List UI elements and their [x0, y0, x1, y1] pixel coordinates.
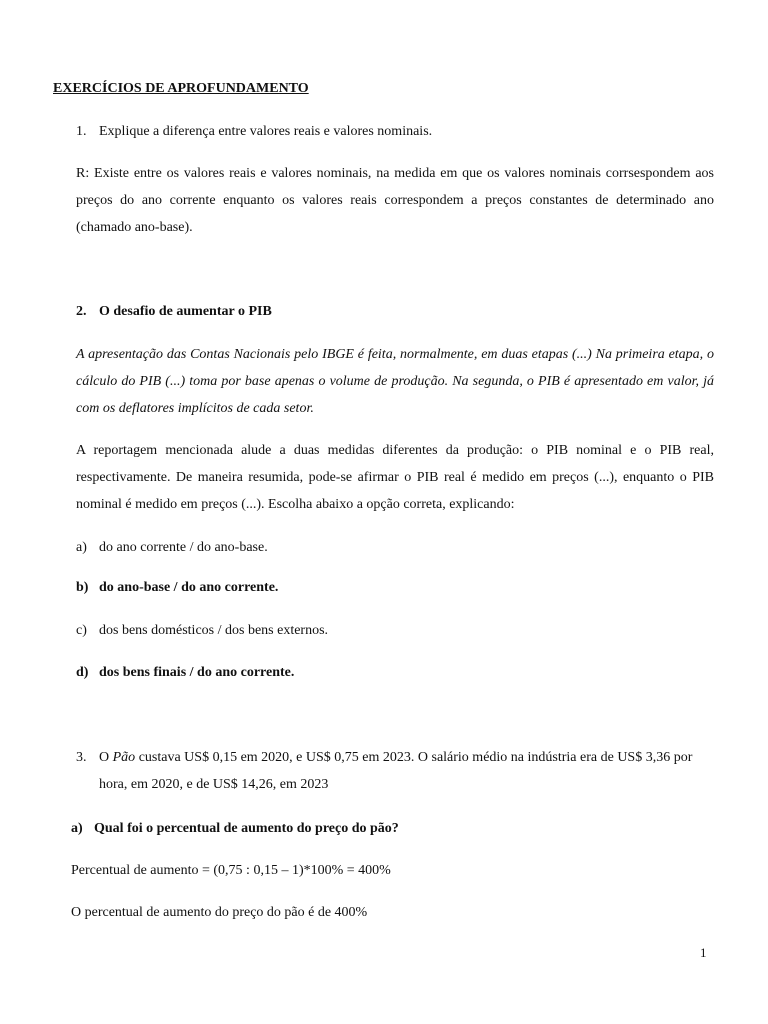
option-d-letter: d) — [76, 665, 89, 680]
question-3-text-italic: Pão — [112, 750, 136, 765]
calculation-line: Percentual de aumento = (0,75 : 0,15 – 1)*100% = 400% — [71, 863, 391, 878]
option-a-text: do ano corrente / do ano-base. — [99, 540, 268, 555]
question-2-number: 2. — [76, 304, 87, 319]
question-3-text — [99, 744, 715, 798]
document-title: EXERCÍCIOS DE APROFUNDAMENTO — [53, 81, 309, 96]
option-b-letter: b) — [76, 580, 89, 595]
question-1-answer: R: Existe entre os valores reais e valores nominais, na medida em que os valores nominais corrsespondem aos preços do ano corrente enquanto os valores reais correspondem a preços constantes de determinado ano (chamado ano-base). — [76, 166, 714, 235]
question-2-quote: A apresentação das Contas Nacionais pelo IBGE é feita, normalmente, em duas etapas (...) Na primeira etapa, o cálculo do PIB (...) toma por base apenas o volume de produção. Na segunda, o PIB é apresentado em valor, já com os deflatores implícitos de cada setor. — [76, 347, 714, 416]
page-number: 1 — [700, 945, 707, 960]
sub-a-letter: a) — [71, 821, 83, 836]
sub-a-text: Qual foi o percentual de aumento do preço do pão? — [94, 821, 399, 836]
question-1-text: Explique a diferença entre valores reais e valores nominais. — [99, 124, 433, 139]
option-c-letter: c) — [76, 623, 87, 638]
question-1-number: 1. — [76, 124, 87, 139]
question-3-number: 3. — [76, 750, 87, 765]
option-b-text: do ano-base / do ano corrente. — [99, 580, 279, 595]
question-2-heading: O desafio de aumentar o PIB — [99, 304, 272, 319]
conclusion-line: O percentual de aumento do preço do pão é de 400% — [71, 905, 368, 920]
question-3-text-post: custava US$ 0,15 em 2020, e US$ 0,75 em 2023. O salário médio na indústria era de US$ 3,36 por hora, em 2020, e de US$ 14,26, em 2023 — [99, 750, 693, 792]
option-a-letter: a) — [76, 540, 87, 555]
option-c-text: dos bens domésticos / dos bens externos. — [99, 623, 329, 638]
question-3-text-pre: O — [99, 750, 113, 765]
option-d-text: dos bens finais / do ano corrente. — [99, 665, 295, 680]
question-2-prompt: A reportagem mencionada alude a duas medidas diferentes da produção: o PIB nominal e o PIB real, respectivamente. De maneira resumida, pode-se afirmar o PIB real é medido em preços (...), enquanto o PIB nominal é medido em preços (...). Escolha abaixo a opção correta, explicando: — [76, 443, 714, 512]
